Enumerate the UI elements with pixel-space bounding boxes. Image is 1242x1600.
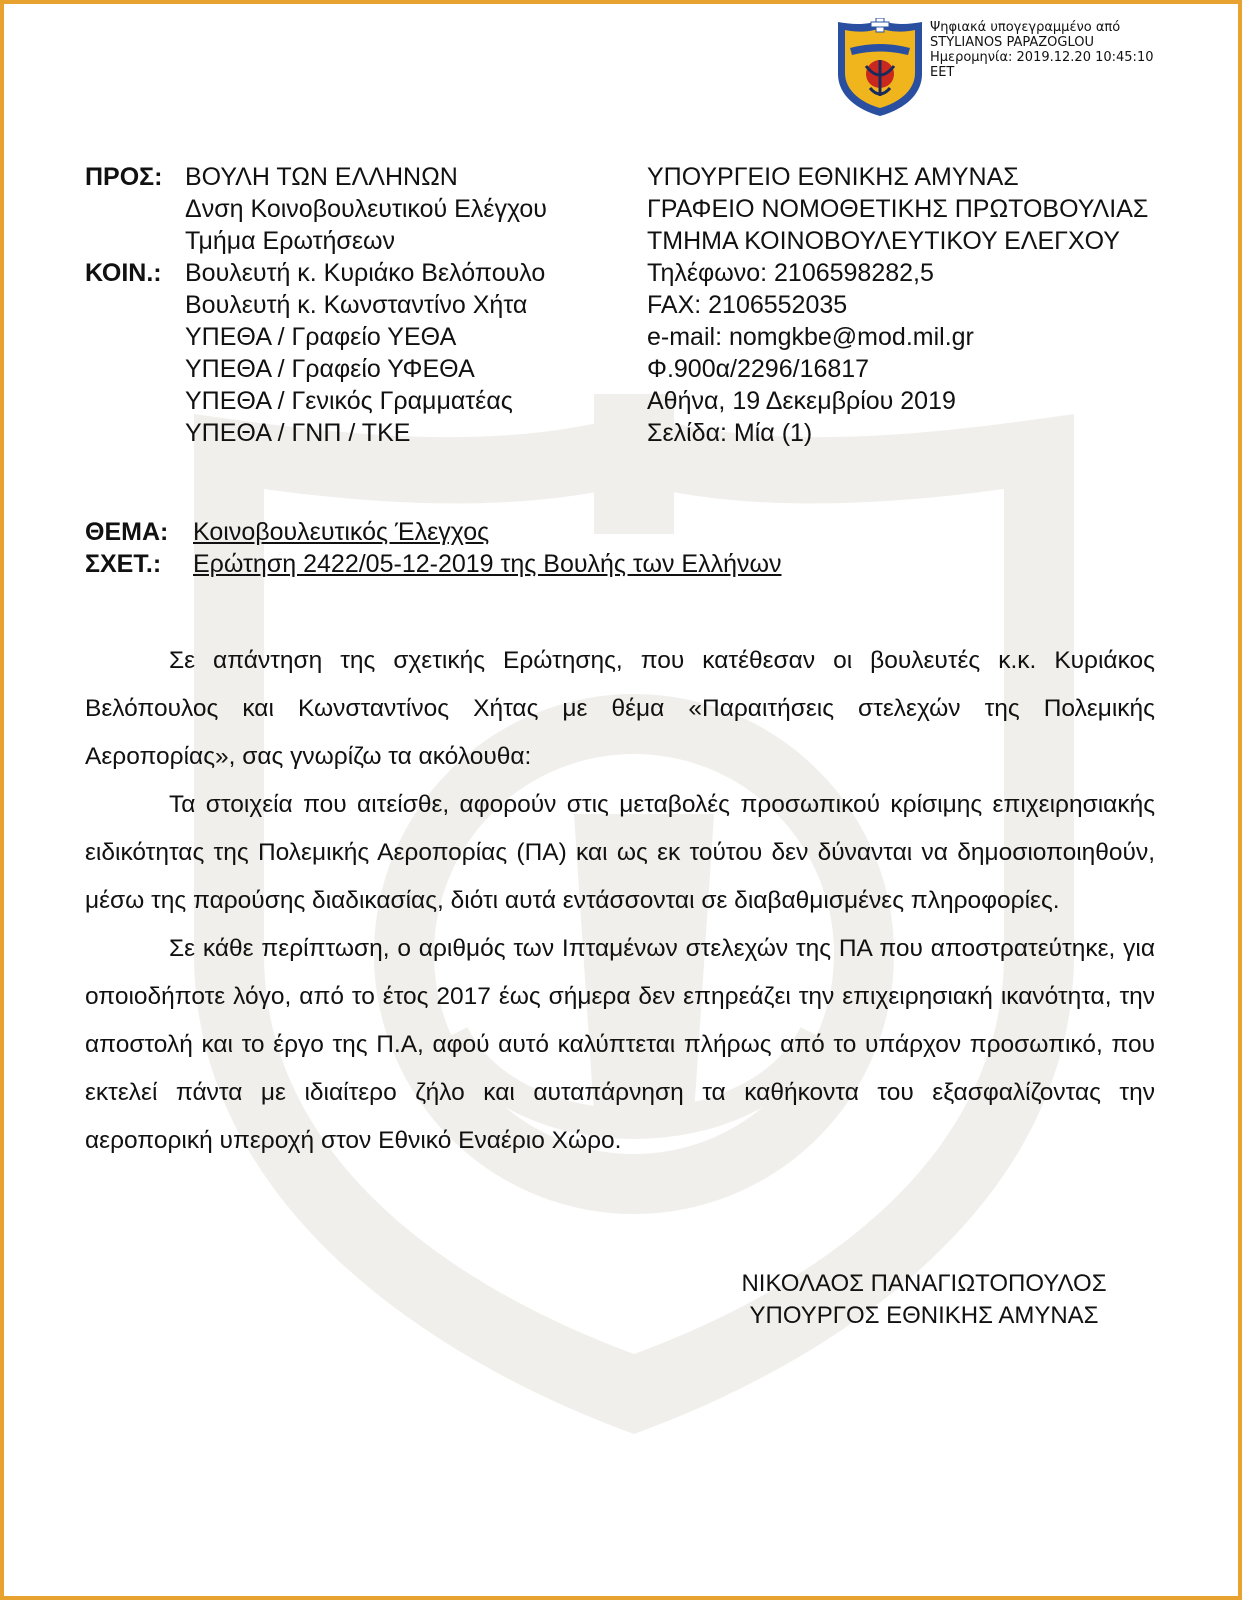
- department-name: ΤΜΗΜΑ ΚΟΙΝΟΒΟΥΛΕΥΤΙΚΟΥ ΕΛΕΓΧΟΥ: [647, 227, 1120, 255]
- cc-line: Βουλευτή κ. Κωνσταντίνο Χήτα: [185, 291, 528, 319]
- digital-signature: [836, 18, 1236, 118]
- body-paragraph: Σε απάντηση της σχετικής Ερώτησης, που κατέθεσαν οι βουλευτές κ.κ. Κυριάκος Βελόπουλος και Κωνσταντίνος Χήτας με θέμα «Παραιτήσεις στελεχών της Πολεμικής Αεροπορίας», σας γνωρίζω τα ακόλουθα:: [85, 647, 1155, 770]
- signature-line-1: Ψηφιακά υπογεγραμμένο από: [930, 20, 1121, 35]
- signer-title: ΥΠΟΥΡΓΟΣ ΕΘΝΙΚΗΣ ΑΜΥΝΑΣ: [749, 1302, 1099, 1329]
- signature-date: Ημερομηνία: 2019.12.20 10:45:10: [930, 50, 1154, 65]
- cc-line: Βουλευτή κ. Κυριάκο Βελόπουλο: [185, 259, 546, 287]
- air-force-emblem-icon: [836, 18, 924, 118]
- to-line: Δνση Κοινοβουλευτικού Ελέγχου: [185, 195, 547, 223]
- reference-number: Φ.900α/2296/16817: [647, 355, 870, 383]
- body-paragraph: Τα στοιχεία που αιτείσθε, αφορούν στις μεταβολές προσωπικού κρίσιμης επιχειρησιακής ειδικότητας της Πολεμικής Αεροπορίας (ΠΑ) και ως εκ τούτου δεν δύνανται να δημοσιοποιηθούν, μέσω της παρούσης διαδικασίας, διότι αυτά εντάσσονται σε διαβαθμισμένες πληροφορίες.: [85, 791, 1155, 914]
- letter-body: [85, 637, 1155, 1165]
- ministry-name: ΥΠΟΥΡΓΕΙΟ ΕΘΝΙΚΗΣ ΑΜΥΝΑΣ: [647, 163, 1019, 191]
- email: e-mail: nomgkbe@mod.mil.gr: [647, 323, 974, 351]
- signer-block: [704, 1268, 1144, 1332]
- fax: FAX: 2106552035: [647, 291, 848, 319]
- signature-timezone: EET: [930, 65, 955, 80]
- document-date: Αθήνα, 19 Δεκεμβρίου 2019: [647, 387, 956, 415]
- body-paragraph: Σε κάθε περίπτωση, ο αριθμός των Ιπταμένων στελεχών της ΠΑ που αποστρατεύτηκε, για οποιοδήποτε λόγο, από το έτος 2017 έως σήμερα δεν επηρεάζει την επιχειρησιακή ικανότητα, την αποστολή και το έργο της Π.Α, αφού αυτό καλύπτεται πλήρως από το υπάρχον προσωπικό, που εκτελεί πάντα με ιδιαίτερο ζήλο και αυταπάρνηση τα καθήκοντα του εξασφαλίζοντας την αεροπορική υπεροχή στον Εθνικό Εναέριο Χώρο.: [85, 935, 1155, 1154]
- cc-line: ΥΠΕΘΑ / ΓΝΠ / ΤΚΕ: [185, 419, 411, 447]
- recipients-block: [85, 161, 547, 449]
- to-line: ΒΟΥΛΗ ΤΩΝ ΕΛΛΗΝΩΝ: [185, 163, 458, 191]
- reference-label: ΣΧΕΤ.:: [85, 550, 162, 578]
- reference-value: Ερώτηση 2422/05-12-2019 της Βουλής των Ελλήνων: [193, 550, 782, 578]
- signature-signer: STYLIANOS PAPAZOGLOU: [930, 35, 1094, 50]
- office-name: ΓΡΑΦΕΙΟ ΝΟΜΟΘΕΤΙΚΗΣ ΠΡΩΤΟΒΟΥΛΙΑΣ: [647, 195, 1149, 223]
- cc-line: ΥΠΕΘΑ / Γραφείο ΥΦΕΘΑ: [185, 355, 475, 383]
- phone: Τηλέφωνο: 2106598282,5: [647, 259, 934, 287]
- page-count: Σελίδα: Μία (1): [647, 419, 813, 447]
- cc-label: ΚΟΙΝ.:: [85, 259, 162, 287]
- to-label: ΠΡΟΣ:: [85, 163, 163, 191]
- to-line: Τμήμα Ερωτήσεων: [185, 227, 395, 255]
- subject-block: [85, 516, 782, 580]
- cc-line: ΥΠΕΘΑ / Γραφείο ΥΕΘΑ: [185, 323, 457, 351]
- theme-label: ΘΕΜΑ:: [85, 518, 169, 546]
- signer-name: ΝΙΚΟΛΑΟΣ ΠΑΝΑΓΙΩΤΟΠΟΥΛΟΣ: [741, 1270, 1107, 1297]
- cc-line: ΥΠΕΘΑ / Γενικός Γραμματέας: [185, 387, 513, 415]
- sender-block: [647, 161, 1148, 449]
- theme-value: Κοινοβουλευτικός Έλεγχος: [193, 518, 490, 546]
